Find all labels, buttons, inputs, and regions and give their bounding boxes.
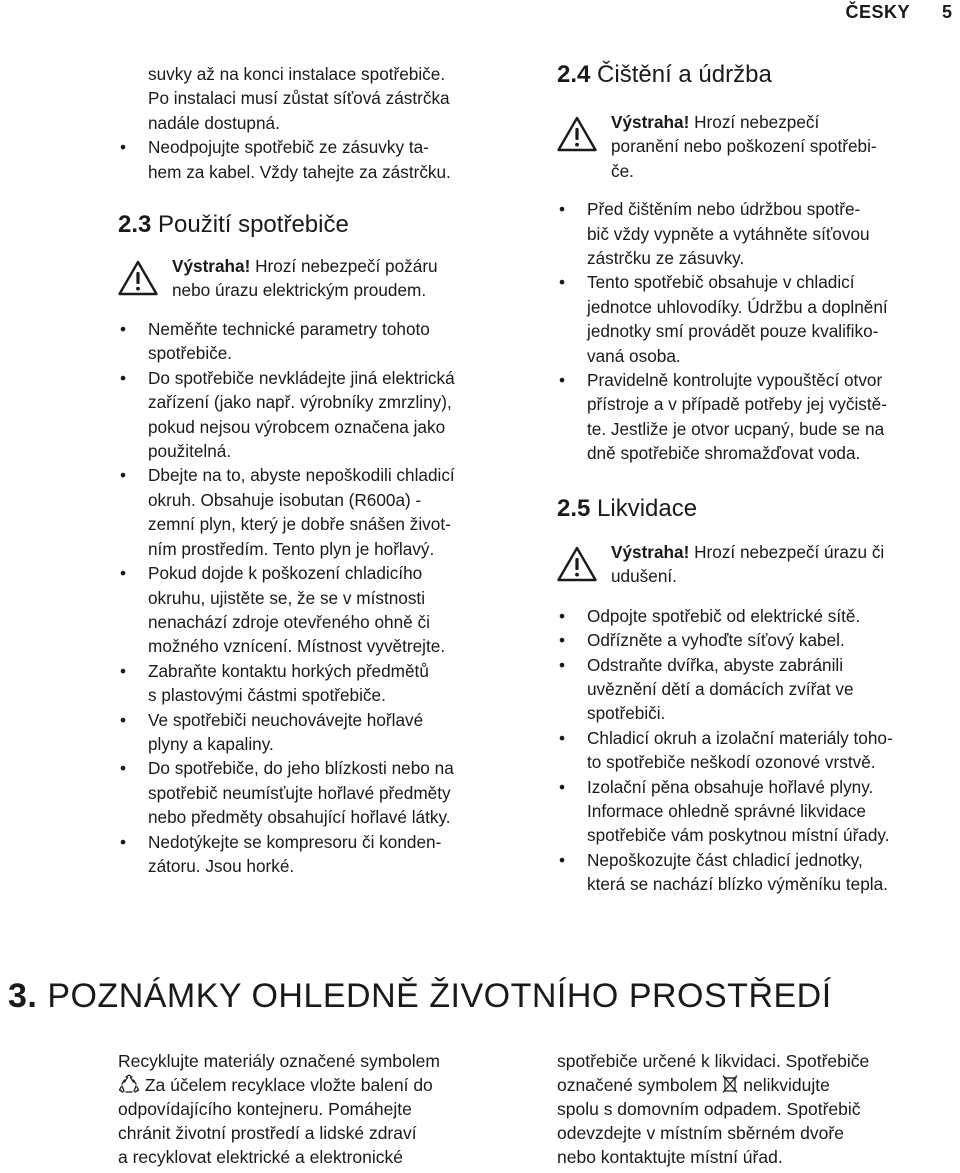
warning-label: Výstraha! [611,112,690,132]
intro-bullet-list [118,135,528,184]
text-line: nelikvidujte [738,1075,830,1095]
chapter-heading [8,976,832,1016]
list-item-line: • Neodpojujte spotřebič ze zásuvky ta- [148,137,429,158]
list-item: • Neměňte technické parametry tohoto spotřebiče. [118,317,528,366]
warning-text: udušení. [611,566,677,587]
environment-text-left: Recyklujte materiály označené symbolem Za účelem recyklace vložte balení do odpovídajícího kontejneru. Pomáhejte chránit životní prostředí a lidské zdraví a recyklovat elektrické a elektronické [118,1051,440,1167]
list-item: • Do spotřebiče, do jeho blízkosti nebo na spotřebič neumísťujte hořlavé předměty nebo předměty obsahující hořlavé látky. [118,756,528,829]
list-item: • Zabraňte kontaktu horkých předmětů s plastovými částmi spotřebiče. [118,659,528,708]
bullet-list [557,604,957,897]
list-item [118,135,528,184]
warning-triangle-icon [557,546,597,582]
warning-text: Hrozí nebezpečí požáru [250,256,438,277]
list-item: • Pokud dojde k poškození chladicího okruhu, ujistěte se, že se v místnosti nenachází zdroje otevřeného ohně či možného vznícení. Místnost vyvětrejte. [118,561,528,659]
chapter-number: 3. [8,977,38,1015]
recycle-icon [118,1074,140,1094]
page-number: 5 [941,2,952,22]
intro-line: Po instalaci musí zůstat síťová zástrčka [148,88,450,109]
warning-text: Hrozí nebezpečí úrazu či [689,541,885,562]
language-label: ČESKY [845,2,910,22]
list-item: • Odřízněte a vyhoďte síťový kabel. [557,628,957,652]
section-number: 2.5 [557,494,591,522]
list-item: • Pravidelně kontrolujte vypouštěcí otvor přístroje a v případě potřeby jej vyčistě- te. Jestliže je otvor ucpaný, bude se na dně spotřebiče shromažďovat voda. [557,368,957,466]
warning-label: Výstraha! [611,541,690,562]
section-heading-2-4 [557,60,957,90]
list-item: • Nedotýkejte se kompresoru či konden- zátoru. Jsou horké. [118,830,528,879]
right-column [557,60,957,897]
warning-label: Výstraha! [172,256,251,277]
list-item: • Odpojte spotřebič od elektrické sítě. [557,604,957,628]
list-item: • Do spotřebiče nevkládejte jiná elektrická zařízení (jako např. výrobníky zmrzliny), pokud nejsou výrobcem označena jako použitelná. [118,366,528,464]
warning-triangle-icon [118,260,158,296]
section-number: 2.4 [557,61,591,88]
bullet-list [118,317,528,878]
list-item: • Chladicí okruh a izolační materiály toho- to spotřebiče neškodí ozonové vrstvě. [557,726,957,775]
crossed-bin-icon [722,1074,738,1094]
section-heading-2-5 [557,494,957,524]
bullet-list [557,197,957,465]
intro-text [118,62,528,135]
list-item: • Dbejte na to, abyste nepoškodili chladicí okruh. Obsahuje isobutan (R600a) - zemní plyn, který je dobře snášen život- ním prostředím. Tento plyn je hořlavý. [118,463,528,561]
page-header [845,0,960,26]
intro-line: suvky až na konci instalace spotřebiče. [148,64,446,84]
warning-box [557,540,957,590]
chapter-title: POZNÁMKY OHLEDNĚ ŽIVOTNÍHO PROSTŘEDÍ [47,977,832,1015]
list-item: • Odstraňte dvířka, abyste zabránili uvěznění dětí a domácích zvířat ve spotřebiči. [557,653,957,726]
section-heading-2-3 [118,210,528,240]
text-line: označené symbolem [557,1075,723,1095]
section-title: Čištění a údržba [597,61,772,88]
warning-box [118,254,528,304]
section-title: Použití spotřebiče [158,211,349,239]
left-column [118,62,528,878]
list-item: • Před čištěním nebo údržbou spotře- bič vždy vypněte a vytáhněte síťovou zástrčku ze zásuvky. [557,197,957,270]
list-item: • Tento spotřebič obsahuje v chladicí jednotce uhlovodíky. Údržbu a doplnění jednotky smí provádět pouze kvalifiko- vaná osoba. [557,270,957,368]
text-line: Za účelem recyklace vložte balení do [140,1075,433,1095]
list-item: • Ve spotřebiči neuchovávejte hořlavé plyny a kapaliny. [118,708,528,757]
section-title: Likvidace [597,494,698,522]
warning-box [557,110,957,183]
list-item-line: hem za kabel. Vždy tahejte za zástrčku. [148,161,451,182]
warning-text: nebo úrazu elektrickým proudem. [172,280,427,301]
section-number: 2.3 [118,211,152,239]
intro-line: nadále dostupná. [148,112,280,133]
warning-text: poranění nebo poškození spotřebi- [611,136,877,157]
environment-text-right: spotřebiče určené k likvidaci. Spotřebiče označené symbolem nelikvidujte spolu s domovním odpadem. Spotřebič odevzdejte v místním sběrném dvoře nebo kontaktujte místní úřad. [557,1051,870,1167]
list-item: • Izolační pěna obsahuje hořlavé plyny. Informace ohledně správné likvidace spotřebiče vám poskytnou místní úřady. [557,775,957,848]
warning-triangle-icon [557,116,597,152]
warning-text: če. [611,160,634,181]
list-item: • Nepoškozujte část chladicí jednotky, která se nachází blízko výměníku tepla. [557,848,957,897]
warning-text: Hrozí nebezpečí [689,112,820,132]
